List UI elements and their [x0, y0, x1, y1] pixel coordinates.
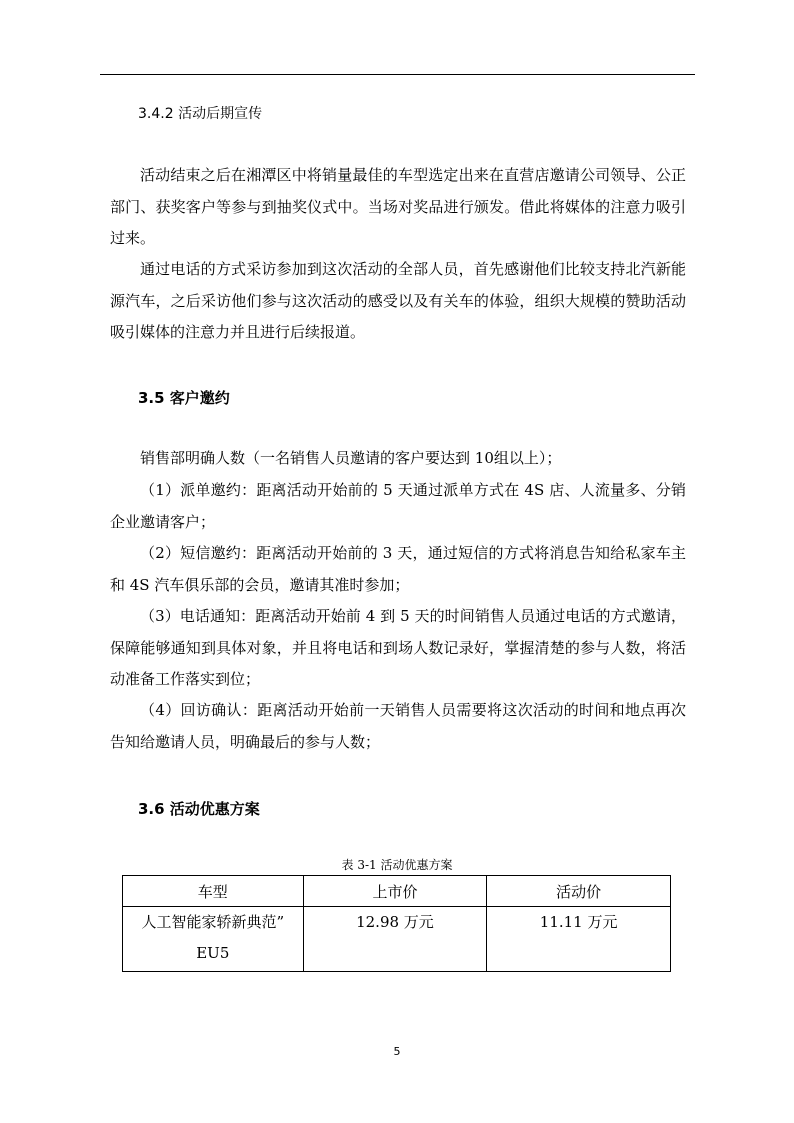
table-row — [123, 907, 671, 972]
page-number: 5 — [393, 1045, 401, 1058]
table-header-cell: 活动价 — [487, 876, 671, 907]
table-cell-list-price: 12.98 万元 — [303, 907, 487, 972]
section-heading-3-5: 3.5 客户邀约 — [138, 389, 230, 407]
table-cell-promo-price: 11.11 万元 — [487, 907, 671, 972]
table-cell-model — [123, 907, 304, 972]
section-heading-3-4-2: 3.4.2 活动后期宣传 — [138, 106, 263, 122]
model-name-line: 人工智能家轿新典范” — [141, 913, 285, 931]
table-header-cell: 上市价 — [303, 876, 487, 907]
table-header-cell: 车型 — [123, 876, 304, 907]
paragraph: 销售部明确人数（一名销售人员邀请的客户要达到 10组以上）； — [140, 449, 562, 467]
paragraph: （2）短信邀约：距离活动开始前的 3 天，通过短信的方式将消息告知给私家车主和 4S 汽车俱乐部的会员，邀请其准时参加； — [110, 544, 686, 594]
paragraph: 通过电话的方式采访参加到这次活动的全部人员，首先感谢他们比较支持北汽新能源汽车，之后采访他们参与这次活动的感受以及有关车的体验，组织大规模的赞助活动吸引媒体的注意力并且进行后续报道。 — [110, 260, 686, 341]
table-caption: 表 3-1 活动优惠方案 — [341, 858, 453, 872]
paragraph: （1）派单邀约：距离活动开始前的 5 天通过派单方式在 4S 店、人流量多、分销企业邀请客户； — [110, 481, 686, 531]
paragraph: 活动结束之后在湘潭区中将销量最佳的车型选定出来在直营店邀请公司领导、公正部门、获奖客户等参与到抽奖仪式中。当场对奖品进行颁发。借此将媒体的注意力吸引过来。 — [110, 166, 686, 247]
promo-table — [122, 875, 671, 972]
model-name-line: EU5 — [196, 944, 230, 962]
table-header-row — [123, 876, 671, 907]
paragraph: （3）电话通知：距离活动开始前 4 到 5 天的时间销售人员通过电话的方式邀请，保障能够通知到具体对象，并且将电话和到场人数记录好，掌握清楚的参与人数，将活动准备工作落实到位； — [110, 607, 686, 688]
section-heading-3-6: 3.6 活动优惠方案 — [138, 800, 260, 818]
header-rule — [100, 74, 695, 75]
paragraph: （4）回访确认：距离活动开始前一天销售人员需要将这次活动的时间和地点再次告知给邀请人员，明确最后的参与人数； — [110, 701, 686, 751]
